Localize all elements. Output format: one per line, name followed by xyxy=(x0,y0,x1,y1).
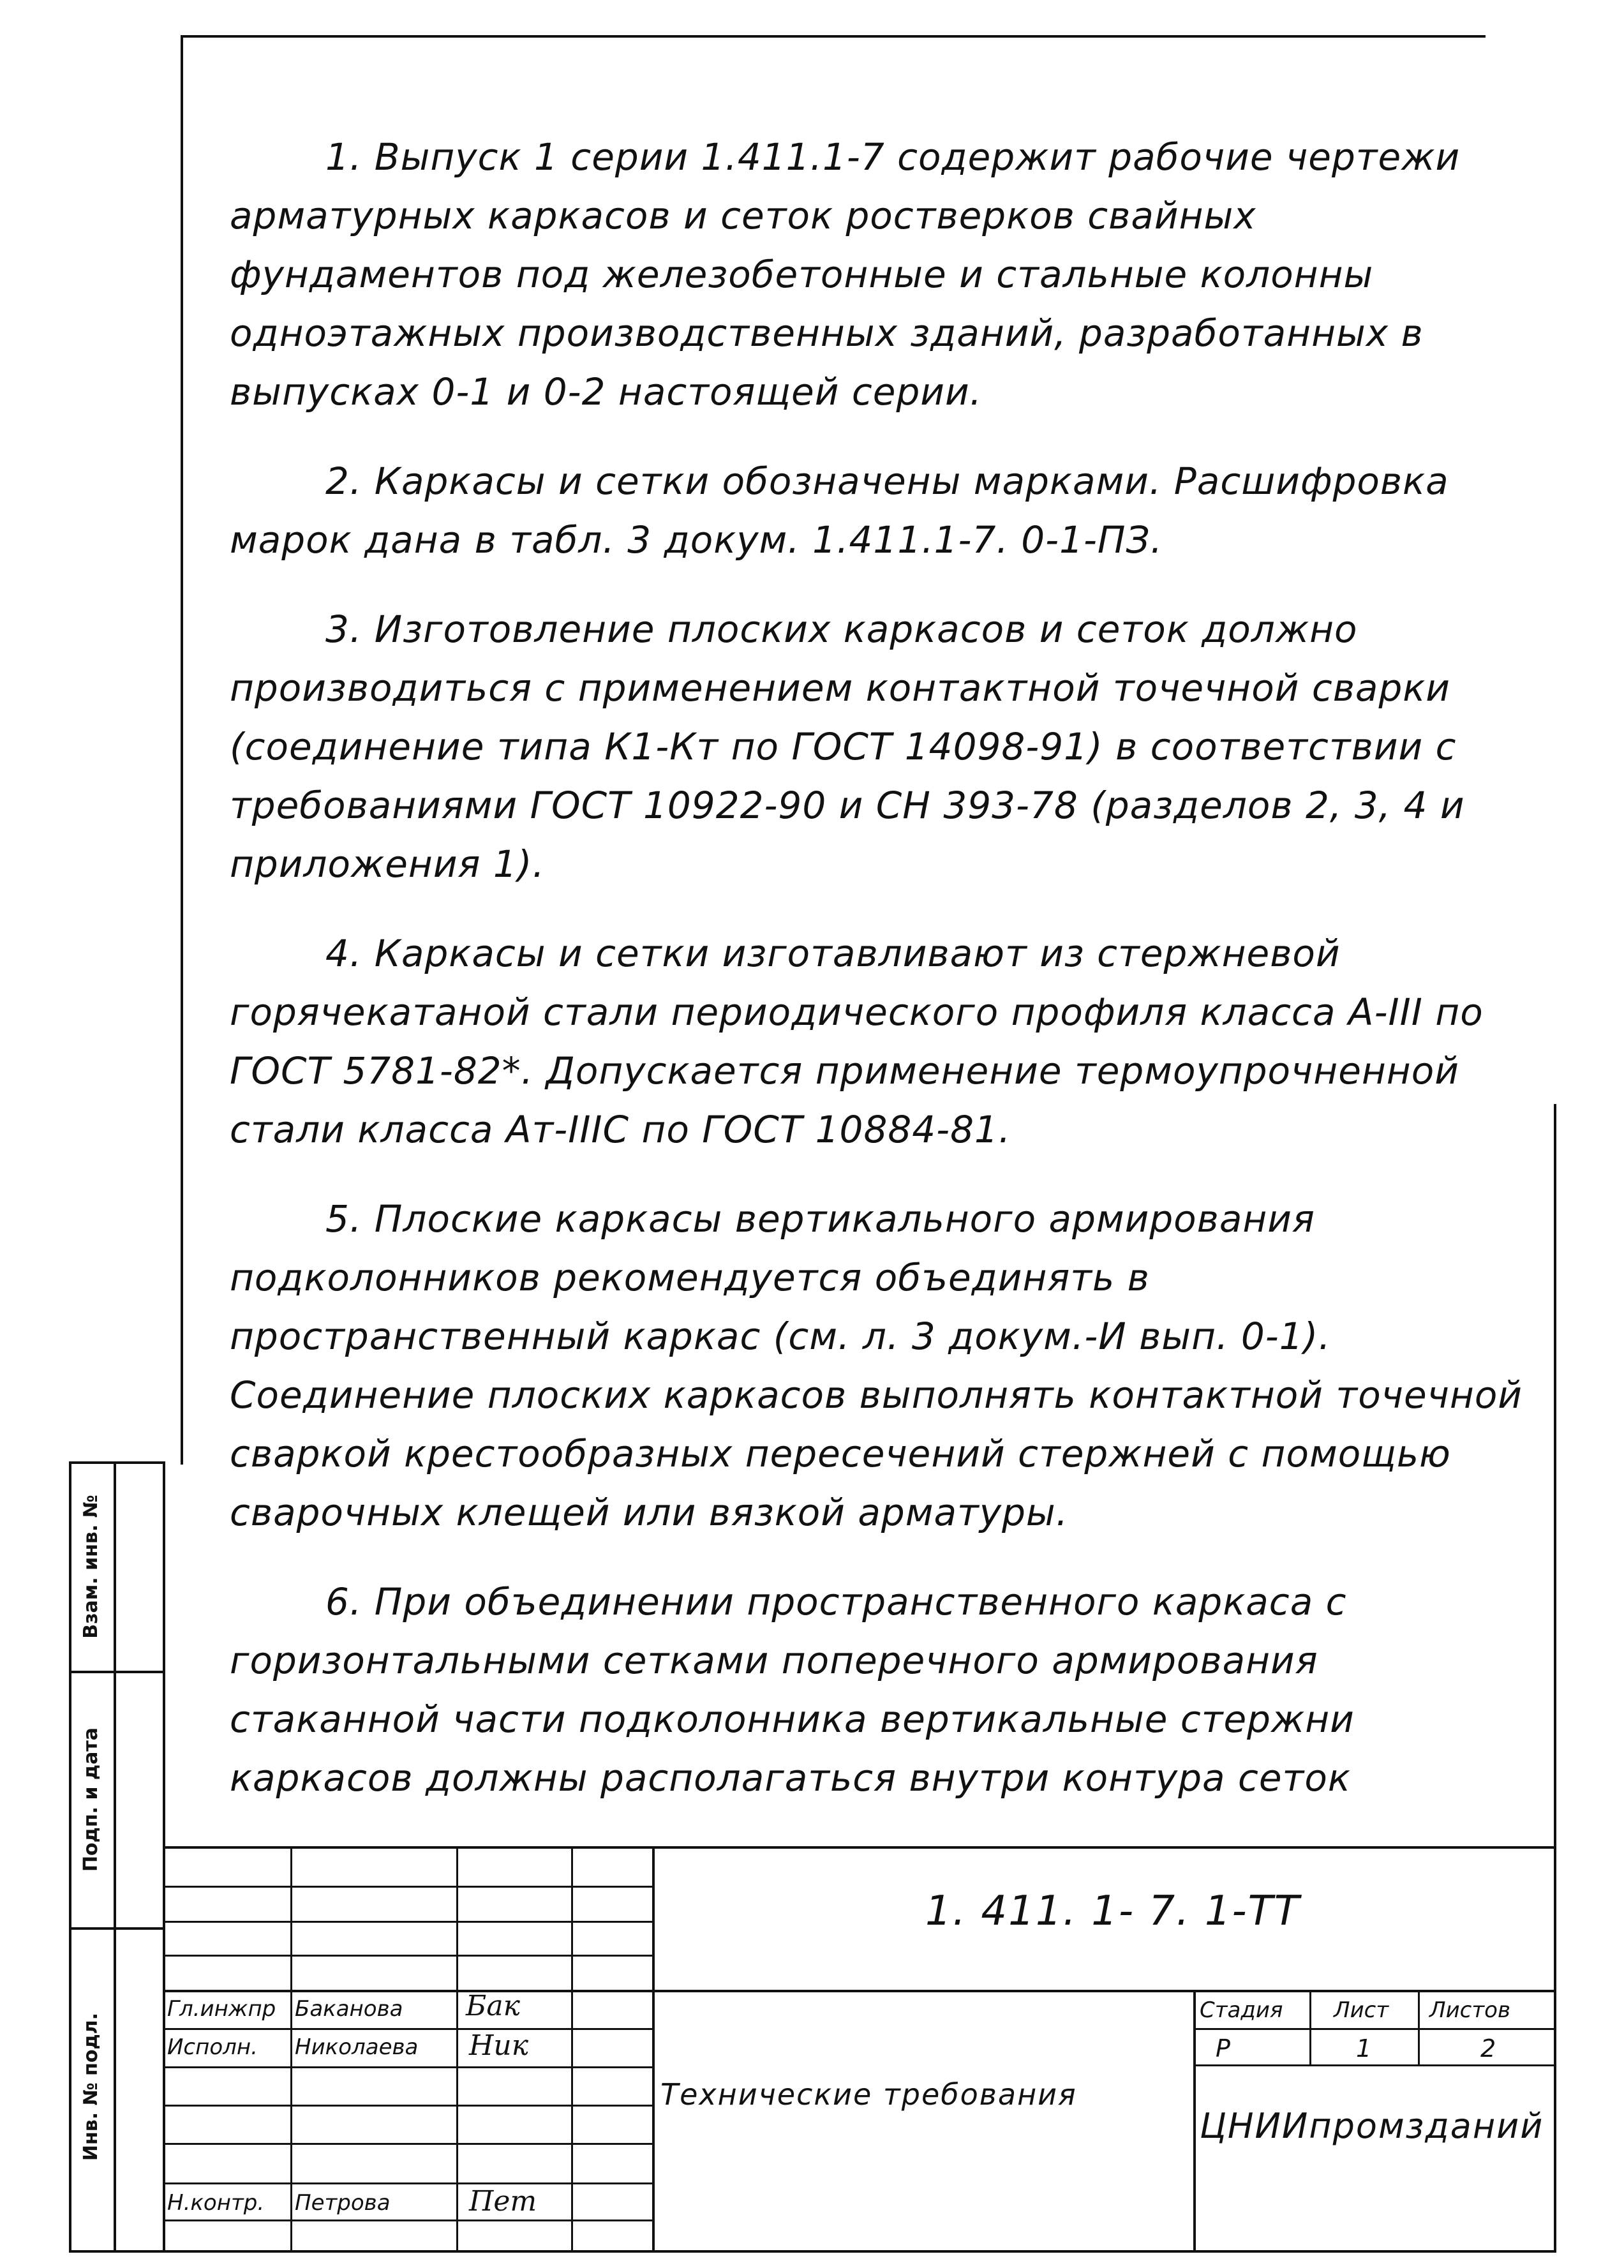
side-label-sign-date: Подп. и дата xyxy=(80,1727,102,1872)
technical-requirements-text xyxy=(230,128,1538,1807)
document-code: 1. 411. 1- 7. 1-ТТ xyxy=(925,1888,1300,1935)
tb-row-6 xyxy=(163,2220,654,2221)
stamp-div-1 xyxy=(69,1671,165,1673)
tb-col-2 xyxy=(456,1846,458,2251)
paragraph-1: 1. Выпуск 1 серии 1.411.1-7 содержит рабочие чертежи арматурных каркасов и сеток ростверков свайных фундаментов под железобетонные и стальные колонны одноэтажных производственных зданий, разработанных в выпусках 0-1 и 0-2 настоящей серии. xyxy=(230,135,1461,414)
role-norm-control: Н.контр. xyxy=(167,2190,265,2216)
paragraph-3: 3. Изготовление плоских каркасов и сеток должно производиться с применением контактной точечной сварки (соединение типа К1-Кт по ГОСТ 14098-91) в соответствии с требованиями ГОСТ 10922-90 и СН 393-78 (разделов 2, 3, 4 и приложения 1). xyxy=(230,608,1465,886)
stamp-line-outer xyxy=(69,1461,71,2253)
tb-stage-c2 xyxy=(1418,1990,1420,2066)
signature-executor: Ник xyxy=(469,2029,528,2062)
sheet-header: Лист xyxy=(1334,1997,1389,2023)
name-chief-engineer: Баканова xyxy=(295,1996,403,2022)
role-chief-engineer: Гл.инжпр xyxy=(167,1996,276,2022)
signature-norm-control: Пет xyxy=(469,2185,537,2218)
tb-row-b xyxy=(163,1921,654,1923)
stage-value: Р xyxy=(1216,2034,1230,2063)
stage-header: Стадия xyxy=(1200,1997,1283,2023)
frame-right xyxy=(1554,1104,1556,2253)
frame-top xyxy=(181,35,1486,38)
tb-top xyxy=(163,1846,1556,1849)
tb-stage-h1 xyxy=(1193,2028,1556,2030)
frame-left xyxy=(181,35,183,1465)
stamp-div-2 xyxy=(69,1927,165,1930)
frame-left-lower xyxy=(163,1461,165,2253)
side-label-inv-replace: Взам. инв. № xyxy=(80,1495,102,1639)
stamp-top xyxy=(69,1461,165,1464)
tb-stage-c1 xyxy=(1309,1990,1311,2066)
tb-mid xyxy=(163,1990,1556,1992)
sheet-value: 1 xyxy=(1356,2034,1372,2063)
document-title: Технические требования xyxy=(660,2077,1077,2112)
name-norm-control: Петрова xyxy=(295,2190,391,2216)
side-label-inv-orig: Инв. № подл. xyxy=(80,2012,102,2161)
tb-row-1 xyxy=(163,2028,654,2030)
paragraph-4: 4. Каркасы и сетки изготавливают из стержневой горячекатаной стали периодического профиля класса А-III по ГОСТ 5781-82*. Допускается применение термоупрочненной стали класса Ат-IIIС по ГОСТ 10884-81. xyxy=(230,932,1484,1151)
tb-stage-h2 xyxy=(1193,2064,1556,2066)
paragraph-2: 2. Каркасы и сетки обозначены марками. Расшифровка марок дана в табл. 3 докум. 1.411.1-7. 0-1-ПЗ. xyxy=(230,459,1449,562)
tb-row-c xyxy=(163,1955,654,1957)
name-executor: Николаева xyxy=(295,2034,419,2060)
tb-row-a xyxy=(163,1886,654,1888)
signature-chief-engineer: Бак xyxy=(466,1990,520,2022)
tb-row-2 xyxy=(163,2066,654,2068)
stamp-line-mid xyxy=(114,1461,116,2253)
role-executor: Исполн. xyxy=(167,2034,258,2060)
tb-row-4 xyxy=(163,2143,654,2145)
tb-row-5 xyxy=(163,2182,654,2184)
tb-col-1 xyxy=(290,1846,292,2251)
paragraph-6: 6. При объединении пространственного каркаса с горизонтальными сетками поперечного армирования стаканной части подколонника вертикальные стержни каркасов должны располагаться внутри контура сеток xyxy=(230,1580,1355,1800)
sheets-header: Листов xyxy=(1429,1997,1511,2023)
tb-col-4 xyxy=(652,1846,655,2251)
tb-row-3 xyxy=(163,2105,654,2107)
tb-col-3 xyxy=(571,1846,573,2251)
organization-name: ЦНИИпромзданий xyxy=(1200,2106,1544,2146)
sheets-value: 2 xyxy=(1480,2034,1496,2063)
paragraph-5: 5. Плоские каркасы вертикального армирования подколонников рекомендуется объединять в пространственный каркас (см. л. 3 докум.-И вып. 0-1). Соединение плоских каркасов выполнять контактной точечной сваркой крестообразных пересечений стержней с помощью сварочных клещей или вязкой арматуры. xyxy=(230,1197,1523,1534)
